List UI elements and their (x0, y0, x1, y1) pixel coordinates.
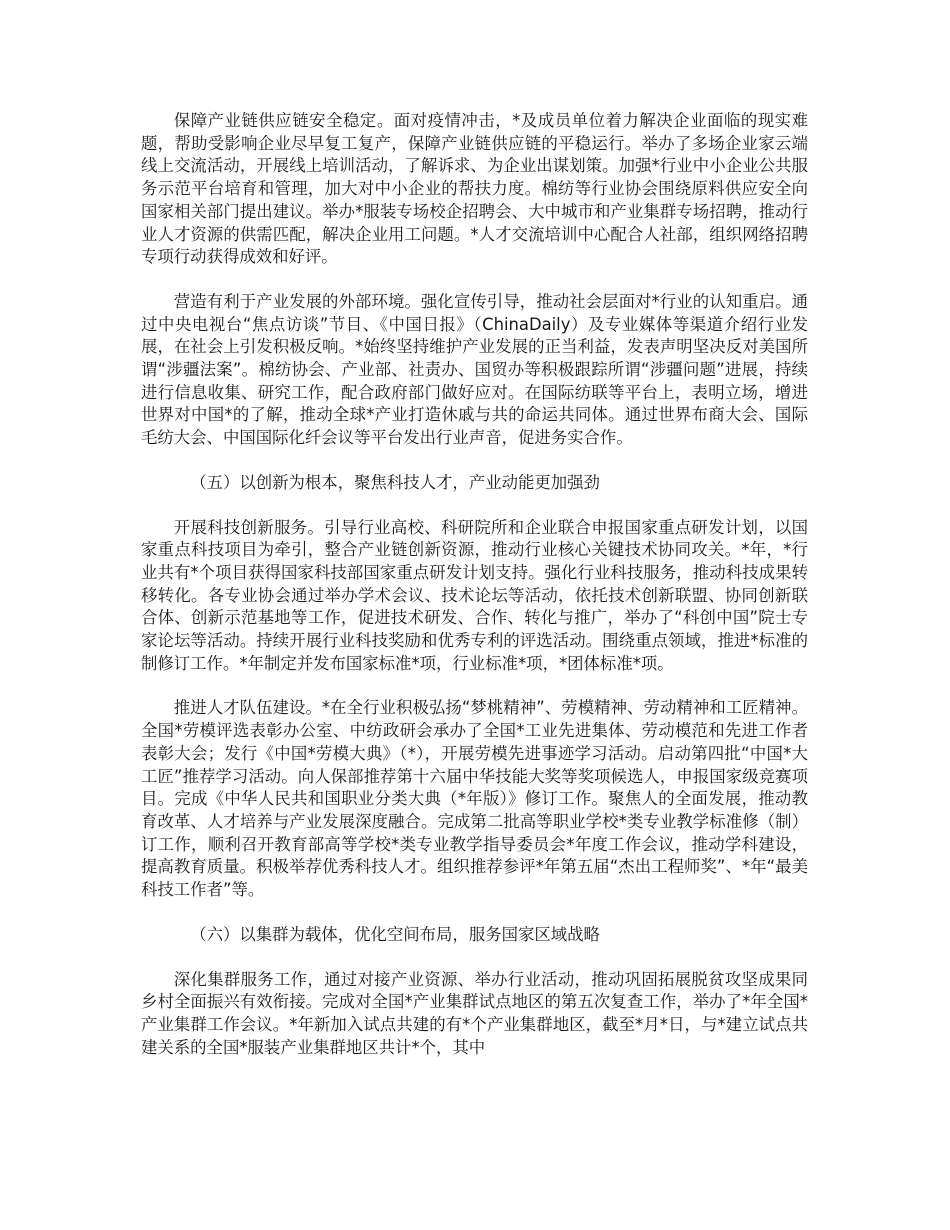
paragraph-cluster-service: 深化集群服务工作，通过对接产业资源、举办行业活动，推动巩固拓展脱贫攻坚成果同乡村全面振兴有效衔接。完成对全国*产业集群试点地区的第五次复查工作，举办了*年全国*产业集群工作会议。*年新加入试点共建的有*个产业集群地区，截至*月*日，与*建立试点共建关系的全国*服装产业集群地区共计*个，其中 (141, 969, 808, 1057)
paragraph-talent-team: 推进人才队伍建设。*在全行业积极弘扬“梦桃精神”、劳模精神、劳动精神和工匠精神。全国*劳模评选表彰办公室、中纺政研会承办了全国*工业先进集体、劳动模范和先进工作者表彰大会；发行《中国*劳模大典》（*），开展劳模先进事迹学习活动。启动第四批“中国*大工匠”推荐学习活动。向人保部推荐第十六届中华技能大奖等奖项候选人，申报国家级竞赛项目。完成《中华人民共和国职业分类大典（*年版）》修订工作。聚焦人的全面发展，推动教育改革、人才培养与产业发展深度融合。完成第二批高等职业学校*类专业教学标准修（制）订工作，顺利召开教育部高等学校*类专业教学指导委员会*年度工作会议，推动学科建设，提高教育质量。积极举荐优秀科技人才。组织推荐参评*年第五届“杰出工程师奖”、*年“最美科技工作者”等。 (141, 698, 808, 900)
document-page (141, 110, 808, 1081)
paragraph-tech-innovation: 开展科技创新服务。引导行业高校、科研院所和企业联合申报国家重点研发计划，以国家重点科技项目为牵引，整合产业链创新资源，推动行业核心关键技术协同攻关。*年，*行业共有*个项目获得国家科技部国家重点研发计划支持。强化行业科技服务，推动科技成果转移转化。各专业协会通过举办学术会议、技术论坛等活动，依托技术创新联盟、协同创新联合体、创新示范基地等工作，促进技术研发、合作、转化与推广，举办了“科创中国”院士专家论坛等活动。持续开展行业科技奖励和优秀专利的评选活动。围绕重点领域，推进*标准的制修订工作。*年制定并发布国家标准*项，行业标准*项，*团体标准*项。 (141, 517, 808, 673)
paragraph-supply-chain: 保障产业链供应链安全稳定。面对疫情冲击，*及成员单位着力解决企业面临的现实难题，帮助受影响企业尽早复工复产，保障产业链供应链的平稳运行。举办了多场企业家云端线上交流活动，开展线上培训活动，了解诉求、为企业出谋划策。加强*行业中小企业公共服务示范平台培育和管理，加大对中小企业的帮扶力度。棉纺等行业协会围绕原料供应安全向国家相关部门提出建议。举办*服装专场校企招聘会、大中城市和产业集群专场招聘，推动行业人才资源的供需匹配，解决企业用工问题。*人才交流培训中心配合人社部，组织网络招聘专项行动获得成效和好评。 (141, 111, 808, 267)
section-heading-innovation: （五）以创新为根本，聚焦科技人才，产业动能更加强劲 (190, 472, 600, 492)
paragraph-external-environment: 营造有利于产业发展的外部环境。强化宣传引导，推动社会层面对*行业的认知重启。通过中央电视台“焦点访谈”节目、《中国日报》（ChinaDaily）及专业媒体等渠道介绍行业发展，在社会上引发积极反响。*始终坚持维护产业发展的正当利益，发表声明坚决反对美国所谓“涉疆法案”。棉纺协会、产业部、社责办、国贸办等积极跟踪所谓“涉疆问题”进展，持续进行信息收集、研究工作，配合政府部门做好应对。在国际纺联等平台上，表明立场，增进世界对中国*的了解，推动全球*产业打造休戚与共的命运共同体。通过世界布商大会、国际毛纺大会、中国国际化纤会议等平台发出行业声音，促进务实合作。 (141, 291, 808, 448)
section-heading-cluster: （六）以集群为载体，优化空间布局，服务国家区域战略 (190, 924, 600, 944)
